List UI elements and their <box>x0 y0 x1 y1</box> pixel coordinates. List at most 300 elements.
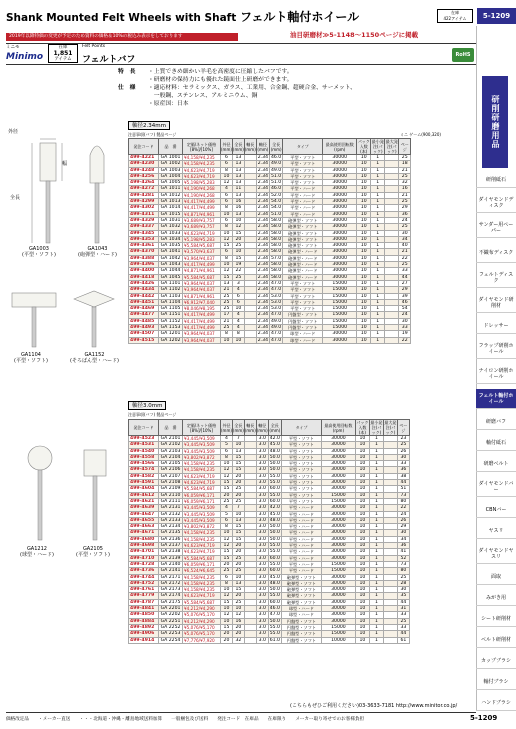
col-type: 平型・ソフト <box>283 293 323 299</box>
dim-outer-label: 外径 <box>8 129 19 135</box>
col-pack: 10 <box>357 299 371 305</box>
col-code[interactable]: 499-4663 <box>129 524 159 530</box>
col-shaft-dia: 3.0 <box>256 599 268 605</box>
col-code[interactable]: 499-4540 <box>129 448 159 454</box>
col-part: GA 1001 <box>159 155 183 161</box>
col-width: 25 <box>232 555 244 561</box>
col-code[interactable]: 499-4752 <box>129 580 159 586</box>
col-code[interactable]: 499-4892 <box>129 624 159 630</box>
col-width: 15 <box>232 230 244 236</box>
col-page: 52 <box>397 555 409 561</box>
col-code[interactable]: 499-4256 <box>129 173 159 179</box>
col-rpm: 30000 <box>321 517 355 523</box>
spec-line <box>118 84 468 92</box>
drawing-ga2105 <box>84 450 106 540</box>
col-price: ¥6,059/¥6,171 <box>183 561 221 567</box>
col-page: 80 <box>397 568 409 574</box>
col-width: 10 <box>232 249 244 255</box>
col-part: GA 1015 <box>159 211 183 217</box>
code-line1: 在庫 <box>58 45 68 50</box>
col-code[interactable]: 499-4370 <box>129 249 159 255</box>
col-page: 25 <box>399 199 411 205</box>
col-page-header: ページ <box>397 420 409 436</box>
col-od: 25 <box>221 306 233 312</box>
col-pack: 10 <box>355 593 369 599</box>
col-width: 15 <box>232 587 244 593</box>
col-code[interactable]: 499-4311 <box>129 211 159 217</box>
col-shaft-dia: 2.34 <box>257 173 268 179</box>
col-type: 平型・ハード <box>281 511 321 517</box>
col-width: 12 <box>232 224 244 230</box>
col-rpm-header: 最高使用回転数(rpm) <box>323 139 357 155</box>
col-price: ¥5,076/¥5,170 <box>183 612 221 618</box>
col-type: 平型・ハード <box>281 555 321 561</box>
col-code[interactable]: 499-4680 <box>129 536 159 542</box>
col-type: 平型・ソフト <box>283 167 323 173</box>
col-code[interactable]: 499-4582 <box>129 473 159 479</box>
col-rpm: 30000 <box>321 436 355 442</box>
col-page: 36 <box>399 211 411 217</box>
col-pack: 10 <box>357 180 371 186</box>
col-min: 1 <box>369 536 383 542</box>
reference-text[interactable]: 油目研磨材≫5-1148～1150ページに掲載 <box>290 31 419 39</box>
drawing-label-ga1104: GA1104 (平型・ソフト) <box>14 352 48 364</box>
sidebar-item[interactable]: 面取 <box>476 569 516 585</box>
col-type: 平型・ソフト <box>281 448 321 454</box>
col-type: 円盤型・ソフト <box>281 618 321 624</box>
col-code[interactable]: 499-4345 <box>129 230 159 236</box>
col-width: 25 <box>232 243 244 249</box>
sidebar-item[interactable]: シート研削材 <box>476 611 516 627</box>
col-width: 20 <box>232 480 244 486</box>
col-type: 平型・ハード <box>281 524 321 530</box>
col-od: 15 <box>221 624 233 630</box>
col-part: GA 2104 <box>159 454 183 460</box>
col-type: 平型・ソフト <box>283 155 323 161</box>
col-od: 15 <box>221 599 233 605</box>
col-price: ¥4,158/¥4,235 <box>183 161 221 167</box>
col-code[interactable]: 499-4281 <box>129 192 159 198</box>
col-code[interactable]: 499-4248 <box>129 167 159 173</box>
col-od: 17 <box>221 312 233 318</box>
col-code[interactable]: 499-4531 <box>129 442 159 448</box>
sidebar-item[interactable]: CBNバー <box>476 502 516 518</box>
col-part: GA 2108 <box>159 480 183 486</box>
col-width: 13 <box>232 155 244 161</box>
sidebar-item[interactable]: カップブラシ <box>476 653 516 669</box>
col-part: GA 2135 <box>159 530 183 536</box>
col-min: 1 <box>371 331 385 337</box>
col-type: 平型・ハード <box>281 543 321 549</box>
col-code[interactable]: 499-4451 <box>129 299 159 305</box>
col-price: ¥3,445/¥3,509 <box>183 511 221 517</box>
col-type: 平型・ソフト <box>283 161 323 167</box>
col-pack: 10 <box>355 461 369 467</box>
col-min: 1 <box>371 161 385 167</box>
col-type: 平型・ハード <box>281 561 321 567</box>
col-part: GA 1153 <box>159 325 183 331</box>
col-pack: 10 <box>357 217 371 223</box>
col-code[interactable]: 499-4574 <box>129 467 159 473</box>
sidebar-item[interactable]: ヤスリ <box>476 523 516 539</box>
col-code[interactable]: 499-4396 <box>129 262 159 268</box>
col-code[interactable]: 499-4442 <box>129 293 159 299</box>
col-type: 砲弾型・ソフト <box>283 224 323 230</box>
sidebar-item[interactable]: ドレッサー <box>476 318 516 334</box>
footer-site[interactable]: (こちらもぜひご利用ください)03-3633-7181 http://www.minitor.co.jp/ <box>290 703 458 709</box>
col-code[interactable]: 499-4612 <box>129 492 159 498</box>
col-rpm: 30000 <box>323 262 357 268</box>
col-code[interactable]: 499-4337 <box>129 224 159 230</box>
col-width: 13 <box>232 180 244 186</box>
col-code[interactable]: 499-4523 <box>129 436 159 442</box>
col-min: 1 <box>369 511 383 517</box>
col-part: GA 2140 <box>159 561 183 567</box>
sidebar-item[interactable]: サンダー用ペーパー <box>476 218 516 238</box>
col-total-header: 全長(mm) <box>270 139 283 155</box>
col-od: 5 <box>221 511 233 517</box>
col-price: ¥4,871/¥4,961 <box>183 268 221 274</box>
col-width: 11 <box>232 186 244 192</box>
col-od: 4 <box>221 186 233 192</box>
col-code[interactable]: 499-4485 <box>129 318 159 324</box>
col-od: 6 <box>221 161 233 167</box>
col-shaft-dia: 2.34 <box>257 293 268 299</box>
col-min: 1 <box>371 262 385 268</box>
col-part: GA 2102 <box>159 442 183 448</box>
page-number: 5-1209 <box>470 714 498 722</box>
col-price: ¥3,964/¥4,037 <box>183 287 221 293</box>
col-rpm: 30000 <box>321 543 355 549</box>
col-type-header: タイプ <box>283 139 323 155</box>
col-total: 42.0 <box>269 436 280 441</box>
col-code[interactable]: 499-4647 <box>129 511 159 517</box>
col-total: 47.0 <box>269 612 280 618</box>
col-min: 1 <box>371 318 385 324</box>
col-type: 砲弾型・ハード <box>283 255 323 261</box>
col-width: 20 <box>232 624 244 630</box>
col-rpm: 30000 <box>321 606 355 612</box>
col-price: ¥6,524/¥6,645 <box>183 568 221 574</box>
col-code[interactable]: 499-4761 <box>129 587 159 593</box>
col-code[interactable]: 499-4698 <box>129 543 159 549</box>
col-pack: 10 <box>357 280 371 286</box>
col-od: 8 <box>221 454 233 460</box>
col-part: GA 1151 <box>159 312 183 318</box>
col-page: 24 <box>399 217 411 223</box>
col-rpm: 30000 <box>323 180 357 186</box>
dim-length-label: 全長 <box>10 195 21 201</box>
col-code[interactable]: 499-4493 <box>129 325 159 331</box>
sidebar-item[interactable]: 研磨ベルト <box>476 456 516 472</box>
page-tag-top: 5-1209 <box>477 8 516 24</box>
col-pack: 10 <box>355 442 369 448</box>
sidebar-item[interactable]: ダイヤモンド研削材 <box>476 293 516 313</box>
col-total: 60.0 <box>269 555 280 561</box>
col-shaft-dia: 3.0 <box>256 467 268 473</box>
col-part-header: 品 番 <box>159 420 183 436</box>
col-rpm: 15000 <box>323 312 357 318</box>
col-rpm: 15000 <box>323 287 357 293</box>
col-total: 60.0 <box>269 568 280 574</box>
col-price: ¥3,802/¥3,872 <box>183 524 221 530</box>
col-code[interactable]: 499-4710 <box>129 555 159 561</box>
sidebar-item[interactable]: 研削砥石 <box>476 172 516 188</box>
col-total: 53.0 <box>271 293 282 299</box>
col-code[interactable]: 499-4469 <box>129 306 159 312</box>
col-code[interactable]: 499-4558 <box>129 454 159 460</box>
col-code[interactable]: 499-4841 <box>129 606 159 612</box>
col-shaft-dia: 3.0 <box>256 543 268 549</box>
col-shaft-dia: 2.34 <box>257 205 268 211</box>
col-price: ¥7,776/¥7,920 <box>183 637 221 643</box>
drawing-ga1003 <box>32 139 62 243</box>
col-code[interactable]: 499-4353 <box>129 236 159 242</box>
col-part: GA 1045 <box>159 274 183 280</box>
col-code[interactable]: 499-4221 <box>129 155 159 161</box>
col-code[interactable]: 499-4299 <box>129 199 159 205</box>
col-total: 49.0 <box>271 318 282 324</box>
col-rpm: 30000 <box>323 337 357 343</box>
col-code[interactable]: 499-4507 <box>129 331 159 337</box>
col-code[interactable]: 499-4906 <box>129 631 159 637</box>
sidebar-item[interactable]: ダイヤモンドヤスリ <box>476 544 516 564</box>
col-min: 1 <box>369 637 383 643</box>
col-code[interactable]: 499-4434 <box>129 287 159 293</box>
col-part: GA 1003 <box>159 167 183 173</box>
col-total: 48.0 <box>269 517 280 523</box>
col-min: 1 <box>371 199 385 205</box>
col-price: ¥3,445/¥3,509 <box>183 517 221 523</box>
col-pack: 10 <box>355 505 369 511</box>
col-shaft-dia: 3.0 <box>256 517 268 523</box>
col-code[interactable]: 499-4388 <box>129 255 159 261</box>
footer-legend: 価格改定品 ・メーカー直送 ・・・北海道・沖縄・離島地域送料加算 一般梱包及び送料 発注コード 在庫品 在庫限り メーカー取り寄せでのお客様負担 <box>6 717 365 722</box>
col-part: GA 2254 <box>159 637 183 643</box>
col-min: 1 <box>371 306 385 312</box>
col-total: 50.0 <box>269 467 280 473</box>
col-total: 58.0 <box>271 262 282 268</box>
col-pack: 10 <box>355 543 369 549</box>
col-min: 1 <box>371 230 385 236</box>
col-code[interactable]: 499-4701 <box>129 549 159 555</box>
sidebar-item[interactable]: 軸付砥石 <box>476 435 516 451</box>
col-part: GA 1013 <box>159 199 183 205</box>
sidebar-item[interactable]: みがき用 <box>476 590 516 606</box>
notice-banner: 2019年以降特価の変更が予定のため資料の価格＆10%の税込み表示をしております <box>6 33 238 41</box>
col-code[interactable]: 499-4655 <box>129 517 159 523</box>
col-od: 10 <box>221 211 233 217</box>
col-total: 55.0 <box>269 473 280 479</box>
col-price: ¥5,584/¥5,687 <box>183 243 221 249</box>
sidebar-item[interactable]: ダイヤモンドバー <box>476 477 516 497</box>
col-rpm: 15000 <box>321 492 355 498</box>
col-price: ¥4,212/¥4,290 <box>183 606 221 612</box>
col-part: GA 2111 <box>159 498 183 504</box>
col-code[interactable]: 499-4566 <box>129 461 159 467</box>
col-od: 15 <box>221 555 233 561</box>
sidebar-item[interactable]: フェルトディスク <box>476 268 516 288</box>
col-part: GA 2202 <box>159 612 183 618</box>
col-od: 12 <box>221 180 233 186</box>
col-width: 4 <box>232 312 244 318</box>
col-od: 15 <box>221 274 233 280</box>
col-shaft-dia: 2.34 <box>257 337 268 343</box>
col-width: 25 <box>232 498 244 504</box>
col-code[interactable]: 499-4744 <box>129 574 159 580</box>
sidebar-item[interactable]: 不織布ディスク <box>476 243 516 263</box>
sidebar-item[interactable]: 研磨バフ <box>476 414 516 430</box>
col-width: 13 <box>232 580 244 586</box>
col-total: 45.0 <box>269 574 280 580</box>
col-code[interactable]: 499-4591 <box>129 480 159 486</box>
col-page: 25 <box>399 262 411 268</box>
col-price: ¥4,623/¥4,719 <box>183 473 221 479</box>
col-code[interactable]: 499-4621 <box>129 498 159 504</box>
col-total: 49.0 <box>271 161 282 167</box>
col-price: ¥5,198/¥5,283 <box>183 236 221 242</box>
col-price: ¥3,445/¥3,509 <box>183 442 221 448</box>
col-part: GA 2251 <box>159 618 183 624</box>
sidebar-item[interactable]: 軸付ブラシ <box>476 674 516 690</box>
col-price: ¥4,190/¥4,268 <box>183 192 221 198</box>
col-price: ¥4,158/¥4,235 <box>183 574 221 580</box>
col-page: 21 <box>399 192 411 198</box>
col-code[interactable]: 499-4515 <box>129 337 159 343</box>
col-page: 29 <box>397 524 409 530</box>
col-price: ¥4,623/¥4,719 <box>183 593 221 599</box>
col-page: 31 <box>397 606 409 612</box>
col-code[interactable]: 499-4302 <box>129 205 159 211</box>
col-rpm: 30000 <box>321 480 355 486</box>
col-type: 砲弾型・ソフト <box>281 593 321 599</box>
col-price: ¥4,417/¥4,499 <box>183 199 221 205</box>
col-rpm: 10000 <box>321 637 355 643</box>
col-part: GA 2173 <box>159 587 183 593</box>
col-pack: 10 <box>357 155 371 161</box>
col-page: 35 <box>397 593 409 599</box>
spec-line <box>118 76 468 84</box>
col-width: 15 <box>232 461 244 467</box>
col-rpm: 15000 <box>321 561 355 567</box>
table-row[interactable] <box>129 337 411 343</box>
col-code[interactable]: 499-4639 <box>129 505 159 511</box>
col-shaft-dia: 3.0 <box>256 486 268 492</box>
drawing-label-ga1003: GA1003 (平型・ソフト) <box>22 246 56 258</box>
col-price: ¥4,158/¥4,235 <box>183 536 221 542</box>
col-shaft-dia: 3.0 <box>256 436 268 442</box>
col-code[interactable]: 499-4671 <box>129 530 159 536</box>
col-code[interactable]: 499-4850 <box>129 612 159 618</box>
col-pack: 10 <box>355 492 369 498</box>
col-code[interactable]: 499-4264 <box>129 180 159 186</box>
sidebar-item[interactable]: ハンドブラシ <box>476 695 516 711</box>
col-shaft-dia: 2.34 <box>257 211 268 217</box>
col-page: 21 <box>399 249 411 255</box>
col-rpm: 15000 <box>321 624 355 630</box>
feature-tag: Felt Points <box>82 44 106 49</box>
col-od: 12 <box>221 593 233 599</box>
col-code[interactable]: 499-4272 <box>129 186 159 192</box>
col-code[interactable]: 499-4418 <box>129 274 159 280</box>
col-code[interactable]: 499-4400 <box>129 268 159 274</box>
col-od: 8 <box>221 580 233 586</box>
col-total: 55.0 <box>269 549 280 555</box>
col-pack: 10 <box>355 555 369 561</box>
col-code[interactable]: 499-4604 <box>129 486 159 492</box>
col-min: 1 <box>369 480 383 486</box>
col-width: 15 <box>232 454 244 460</box>
col-part: GA 1034 <box>159 236 183 242</box>
col-min: 1 <box>371 255 385 261</box>
col-od: 8 <box>221 255 233 261</box>
col-width: 7 <box>232 436 244 442</box>
col-code[interactable]: 499-4787 <box>129 599 159 605</box>
col-od: 4 <box>221 436 233 442</box>
col-pack: 10 <box>357 236 371 242</box>
col-price: ¥4,417/¥4,499 <box>183 205 221 211</box>
col-code[interactable]: 499-4426 <box>129 280 159 286</box>
col-code[interactable]: 499-4477 <box>129 312 159 318</box>
sidebar-item[interactable]: フェルト軸付ホイール <box>476 389 516 409</box>
col-code[interactable]: 499-4361 <box>129 243 159 249</box>
col-code[interactable]: 499-4779 <box>129 593 159 599</box>
col-code[interactable]: 499-4728 <box>129 561 159 567</box>
table-row[interactable] <box>129 637 410 643</box>
col-part: GA 2109 <box>159 486 183 492</box>
col-width: 20 <box>232 492 244 498</box>
col-price: ¥4,417/¥4,499 <box>183 312 221 318</box>
sidebar-item[interactable]: フラップ研削ホイール <box>476 339 516 359</box>
col-pack: 10 <box>357 173 371 179</box>
col-pack: 10 <box>357 262 371 268</box>
col-shaft-dia: 3.0 <box>256 498 268 504</box>
col-price: ¥4,158/¥4,235 <box>183 580 221 586</box>
maker-small: ミニモ <box>6 45 20 50</box>
col-page: 18 <box>399 161 411 167</box>
col-min: 1 <box>369 505 383 511</box>
col-rpm: 30000 <box>321 574 355 580</box>
col-part: GA 1032 <box>159 224 183 230</box>
col-od: 20 <box>221 492 233 498</box>
col-pack: 10 <box>355 436 369 442</box>
sidebar-item[interactable]: ベルト研削材 <box>476 632 516 648</box>
col-shaft-dia: 3.0 <box>256 442 268 448</box>
sidebar-main-category[interactable]: 研削研磨用品 <box>482 76 508 168</box>
col-pack: 10 <box>355 467 369 473</box>
col-part: GA 2106 <box>159 467 183 473</box>
sidebar-item[interactable]: ダイヤモンドディスク <box>476 193 516 213</box>
sidebar-item[interactable]: ナイロン研削ホイール <box>476 364 516 384</box>
col-type: 平型・ソフト <box>283 173 323 179</box>
col-code[interactable]: 499-4329 <box>129 217 159 223</box>
col-min: 1 <box>369 580 383 586</box>
col-code[interactable]: 499-4884 <box>129 618 159 624</box>
spec-line <box>118 68 468 76</box>
col-price: ¥3,445/¥3,509 <box>183 436 221 442</box>
col-page: 21 <box>399 167 411 173</box>
col-page: 51 <box>397 486 409 492</box>
col-pack: 10 <box>357 186 371 192</box>
col-code[interactable]: 499-4230 <box>129 161 159 167</box>
col-code[interactable]: 499-4736 <box>129 568 159 574</box>
col-shaft-dia: 2.34 <box>257 243 268 249</box>
col-price: ¥3,964/¥4,037 <box>183 337 221 343</box>
col-min: 1 <box>371 249 385 255</box>
col-rpm: 30000 <box>321 587 355 593</box>
col-width: 3 <box>232 280 244 286</box>
col-code[interactable]: 499-4914 <box>129 637 159 643</box>
